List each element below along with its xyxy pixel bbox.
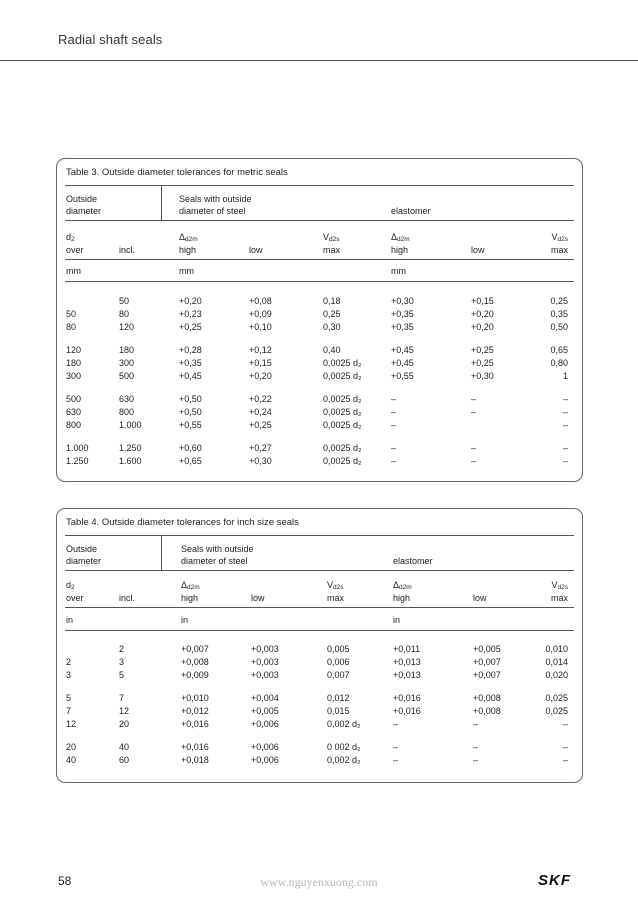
unit-label: in (393, 615, 401, 625)
cell-elastomer-high: +0,45 (391, 358, 414, 368)
delta-symbol: Δ (179, 232, 186, 242)
header-over: over (66, 245, 84, 255)
cell-steel-low: +0,25 (249, 420, 272, 430)
delta-subscript: d2m (397, 236, 410, 243)
cell-steel-max: 0,0025 d₂ (323, 456, 362, 466)
header-low: low (249, 245, 263, 255)
unit-label: in (181, 615, 189, 625)
cell-steel-low: +0,006 (251, 719, 279, 729)
header-delta-d2m-elastomer (391, 232, 410, 245)
cell-elastomer-high: +0,013 (393, 657, 421, 667)
cell-elastomer-low: +0,008 (473, 693, 501, 703)
v-symbol: V (327, 580, 334, 590)
unit-label: mm (179, 266, 194, 276)
header-v-d2s-elastomer (552, 232, 569, 245)
cell-steel-low: +0,30 (249, 456, 272, 466)
table-4-inch-seals (56, 508, 583, 783)
cell-incl: 1.250 (119, 443, 142, 453)
cell-steel-max: 0,0025 d₂ (323, 394, 362, 404)
cell-elastomer-max: 0,50 (550, 322, 568, 332)
cell-elastomer-max: 0,25 (550, 296, 568, 306)
header-high: high (393, 593, 411, 603)
header-v-d2s-steel (327, 580, 344, 593)
header-divider (0, 60, 638, 61)
cell-over: 1.250 (66, 456, 89, 466)
cell-steel-max: 0,007 (327, 670, 350, 680)
header-max: max (550, 593, 568, 603)
delta-symbol: Δ (393, 580, 400, 590)
cell-elastomer-high: +0,55 (391, 371, 414, 381)
cell-over: 500 (66, 394, 82, 404)
cell-steel-max: 0,40 (323, 345, 341, 355)
cell-elastomer-max: 0,010 (545, 644, 568, 654)
cell-elastomer-low: – (471, 407, 477, 417)
header-low: low (473, 593, 487, 603)
cell-incl: 5 (119, 670, 125, 680)
cell-steel-high: +0,45 (179, 371, 202, 381)
cell-incl: 60 (119, 755, 130, 765)
watermark-url: www.nguyenxuong.com (260, 875, 378, 889)
cell-over: 180 (66, 358, 82, 368)
header-low: low (251, 593, 265, 603)
cell-elastomer-high: +0,45 (391, 345, 414, 355)
cell-steel-low: +0,27 (249, 443, 272, 453)
header-seals-with-outside: Seals with outside (181, 544, 254, 554)
cell-over: 40 (66, 755, 77, 765)
skf-logo: SKF (538, 872, 571, 889)
cell-steel-low: +0,003 (251, 670, 279, 680)
cell-elastomer-max: – (562, 755, 568, 765)
page-number: 58 (58, 874, 72, 888)
header-outside: Outside (66, 544, 98, 554)
cell-steel-max: 0,0025 d₂ (323, 443, 362, 453)
cell-steel-max: 0,30 (323, 322, 341, 332)
cell-elastomer-max: 0,020 (545, 670, 568, 680)
cell-incl: 50 (119, 296, 130, 306)
cell-incl: 180 (119, 345, 135, 355)
cell-elastomer-high: +0,016 (393, 693, 421, 703)
cell-incl: 1.000 (119, 420, 142, 430)
header-delta-d2m-steel (181, 580, 200, 593)
cell-over: 50 (66, 309, 77, 319)
cell-steel-max: 0,002 d₂ (327, 719, 361, 729)
header-diameter-of-steel: diameter of steel (179, 206, 246, 216)
table-rule (65, 281, 574, 282)
cell-over: 5 (66, 693, 72, 703)
cell-steel-high: +0,018 (181, 755, 209, 765)
cell-elastomer-max: 0,014 (545, 657, 568, 667)
cell-steel-high: +0,20 (179, 296, 202, 306)
cell-elastomer-high: – (391, 443, 397, 453)
table-caption: Table 3. Outside diameter tolerances for metric seals (66, 167, 288, 178)
cell-steel-max: 0,0025 d₂ (323, 371, 362, 381)
table-rule (65, 259, 574, 260)
cell-elastomer-max: 0,65 (550, 345, 568, 355)
cell-steel-low: +0,15 (249, 358, 272, 368)
cell-steel-max: 0 002 d₂ (327, 742, 361, 752)
cell-steel-max: 0,006 (327, 657, 350, 667)
cell-steel-max: 0,18 (323, 296, 341, 306)
table-rule (65, 630, 574, 631)
header-diameter-of-steel: diameter of steel (181, 556, 248, 566)
cell-elastomer-high: – (391, 407, 397, 417)
cell-steel-high: +0,23 (179, 309, 202, 319)
cell-elastomer-low: +0,20 (471, 309, 494, 319)
cell-steel-low: +0,006 (251, 742, 279, 752)
cell-over: 20 (66, 742, 77, 752)
header-max: max (323, 245, 341, 255)
cell-elastomer-high: – (391, 456, 397, 466)
cell-steel-high: +0,60 (179, 443, 202, 453)
cell-elastomer-max: 0,025 (545, 706, 568, 716)
delta-subscript: d2m (187, 584, 200, 591)
cell-steel-high: +0,50 (179, 394, 202, 404)
header-elastomer: elastomer (391, 206, 431, 216)
cell-steel-low: +0,006 (251, 755, 279, 765)
cell-steel-low: +0,08 (249, 296, 272, 306)
cell-elastomer-high: – (393, 742, 399, 752)
cell-elastomer-low: +0,30 (471, 371, 494, 381)
cell-elastomer-high: +0,011 (393, 644, 421, 654)
v-subscript: d2s (557, 236, 568, 243)
header-incl: incl. (119, 593, 136, 603)
cell-incl: 7 (119, 693, 125, 703)
cell-incl: 20 (119, 719, 130, 729)
cell-incl: 3 (119, 657, 125, 667)
cell-steel-max: 0,005 (327, 644, 350, 654)
table-rule (65, 570, 574, 571)
cell-elastomer-low: – (473, 719, 479, 729)
cell-steel-high: +0,25 (179, 322, 202, 332)
cell-incl: 120 (119, 322, 135, 332)
cell-steel-max: 0,0025 d₂ (323, 407, 362, 417)
table-3-metric-seals (56, 158, 583, 482)
cell-over: 80 (66, 322, 77, 332)
cell-over: 1.000 (66, 443, 89, 453)
cell-over: 12 (66, 719, 77, 729)
header-v-d2s-steel (323, 232, 340, 245)
cell-elastomer-high: +0,30 (391, 296, 414, 306)
table-rule (65, 535, 574, 536)
column-divider (161, 186, 162, 220)
v-subscript: d2s (329, 236, 340, 243)
cell-elastomer-low: +0,008 (473, 706, 501, 716)
cell-over: 630 (66, 407, 82, 417)
header-low: low (471, 245, 485, 255)
cell-steel-high: +0,008 (181, 657, 209, 667)
header-v-d2s-elastomer (552, 580, 569, 593)
header-high: high (391, 245, 409, 255)
cell-elastomer-high: – (393, 755, 399, 765)
cell-elastomer-max: 0,35 (550, 309, 568, 319)
d2-subscript: 2 (71, 584, 75, 591)
cell-elastomer-max: – (562, 742, 568, 752)
d2-subscript: 2 (71, 236, 75, 243)
cell-steel-low: +0,005 (251, 706, 279, 716)
cell-incl: 40 (119, 742, 130, 752)
cell-elastomer-low: +0,007 (473, 657, 501, 667)
v-symbol: V (551, 580, 558, 590)
cell-over: 800 (66, 420, 82, 430)
cell-elastomer-low: – (471, 456, 477, 466)
cell-steel-low: +0,003 (251, 644, 279, 654)
cell-incl: 630 (119, 394, 135, 404)
cell-over: 2 (66, 657, 72, 667)
cell-elastomer-low: – (471, 443, 477, 453)
cell-elastomer-high: +0,35 (391, 322, 414, 332)
cell-incl: 500 (119, 371, 135, 381)
header-incl: incl. (119, 245, 136, 255)
table-rule (65, 607, 574, 608)
cell-steel-high: +0,016 (181, 742, 209, 752)
header-d2 (66, 580, 75, 593)
d2-symbol: d (66, 232, 72, 242)
cell-elastomer-max: 0,80 (550, 358, 568, 368)
header-high: high (181, 593, 199, 603)
cell-elastomer-high: +0,013 (393, 670, 421, 680)
cell-elastomer-high: – (393, 719, 399, 729)
header-max: max (327, 593, 345, 603)
header-high: high (179, 245, 197, 255)
cell-elastomer-low: +0,005 (473, 644, 501, 654)
cell-over: 300 (66, 371, 82, 381)
table-rule (65, 185, 574, 186)
header-delta-d2m-elastomer (393, 580, 412, 593)
v-symbol: V (551, 232, 558, 242)
cell-steel-low: +0,09 (249, 309, 272, 319)
header-over: over (66, 593, 84, 603)
cell-steel-high: +0,35 (179, 358, 202, 368)
v-subscript: d2s (557, 584, 568, 591)
cell-steel-high: +0,65 (179, 456, 202, 466)
cell-steel-high: +0,28 (179, 345, 202, 355)
v-subscript: d2s (333, 584, 344, 591)
cell-steel-low: +0,10 (249, 322, 272, 332)
header-d2 (66, 232, 75, 245)
cell-steel-low: +0,24 (249, 407, 272, 417)
cell-incl: 300 (119, 358, 135, 368)
cell-steel-max: 0,0025 d₂ (323, 420, 362, 430)
header-delta-d2m-steel (179, 232, 198, 245)
delta-subscript: d2m (185, 236, 198, 243)
cell-steel-high: +0,55 (179, 420, 202, 430)
cell-elastomer-high: +0,35 (391, 309, 414, 319)
cell-steel-high: +0,50 (179, 407, 202, 417)
cell-steel-max: 0,012 (327, 693, 350, 703)
cell-incl: 2 (119, 644, 125, 654)
d2-symbol: d (66, 580, 72, 590)
table-caption: Table 4. Outside diameter tolerances for inch size seals (66, 517, 299, 528)
cell-steel-low: +0,22 (249, 394, 272, 404)
column-divider (161, 536, 162, 570)
cell-steel-low: +0,20 (249, 371, 272, 381)
cell-elastomer-low: +0,15 (471, 296, 494, 306)
header-elastomer: elastomer (393, 556, 433, 566)
cell-steel-low: +0,003 (251, 657, 279, 667)
unit-label: mm (391, 266, 406, 276)
cell-over: 3 (66, 670, 72, 680)
cell-elastomer-max: – (562, 407, 568, 417)
cell-steel-low: +0,12 (249, 345, 272, 355)
cell-steel-max: 0,015 (327, 706, 350, 716)
cell-elastomer-low: +0,007 (473, 670, 501, 680)
cell-incl: 80 (119, 309, 130, 319)
header-max: max (550, 245, 568, 255)
header-outside: Outside (66, 194, 98, 204)
cell-elastomer-high: – (391, 394, 397, 404)
cell-steel-high: +0,009 (181, 670, 209, 680)
cell-incl: 800 (119, 407, 135, 417)
cell-elastomer-max: – (562, 443, 568, 453)
cell-elastomer-max: – (562, 394, 568, 404)
cell-steel-high: +0,016 (181, 719, 209, 729)
header-seals-with-outside: Seals with outside (179, 194, 252, 204)
cell-steel-high: +0,007 (181, 644, 209, 654)
cell-elastomer-low: – (473, 742, 479, 752)
cell-elastomer-high: +0,016 (393, 706, 421, 716)
delta-symbol: Δ (391, 232, 398, 242)
unit-label: mm (66, 266, 81, 276)
cell-steel-high: +0,012 (181, 706, 209, 716)
cell-elastomer-high: – (391, 420, 397, 430)
page-header-title: Radial shaft seals (58, 32, 163, 47)
cell-steel-max: 0,25 (323, 309, 341, 319)
cell-incl: 12 (119, 706, 130, 716)
cell-elastomer-max: – (562, 420, 568, 430)
delta-subscript: d2m (399, 584, 412, 591)
header-diameter: diameter (66, 206, 102, 216)
cell-steel-max: 0,0025 d₂ (323, 358, 362, 368)
v-symbol: V (323, 232, 330, 242)
cell-steel-max: 0,002 d₂ (327, 755, 361, 765)
cell-steel-high: +0,010 (181, 693, 209, 703)
cell-incl: 1.600 (119, 456, 142, 466)
cell-elastomer-low: – (471, 394, 477, 404)
delta-symbol: Δ (181, 580, 188, 590)
cell-elastomer-low: +0,20 (471, 322, 494, 332)
cell-elastomer-max: 0,025 (545, 693, 568, 703)
table-rule (65, 220, 574, 221)
cell-over: 120 (66, 345, 82, 355)
cell-elastomer-low: +0,25 (471, 358, 494, 368)
cell-elastomer-max: 1 (562, 371, 568, 381)
cell-elastomer-low: +0,25 (471, 345, 494, 355)
cell-elastomer-max: – (562, 719, 568, 729)
header-diameter: diameter (66, 556, 102, 566)
unit-label: in (66, 615, 74, 625)
cell-over: 7 (66, 706, 72, 716)
cell-elastomer-low: – (473, 755, 479, 765)
cell-steel-low: +0,004 (251, 693, 279, 703)
cell-elastomer-max: – (562, 456, 568, 466)
